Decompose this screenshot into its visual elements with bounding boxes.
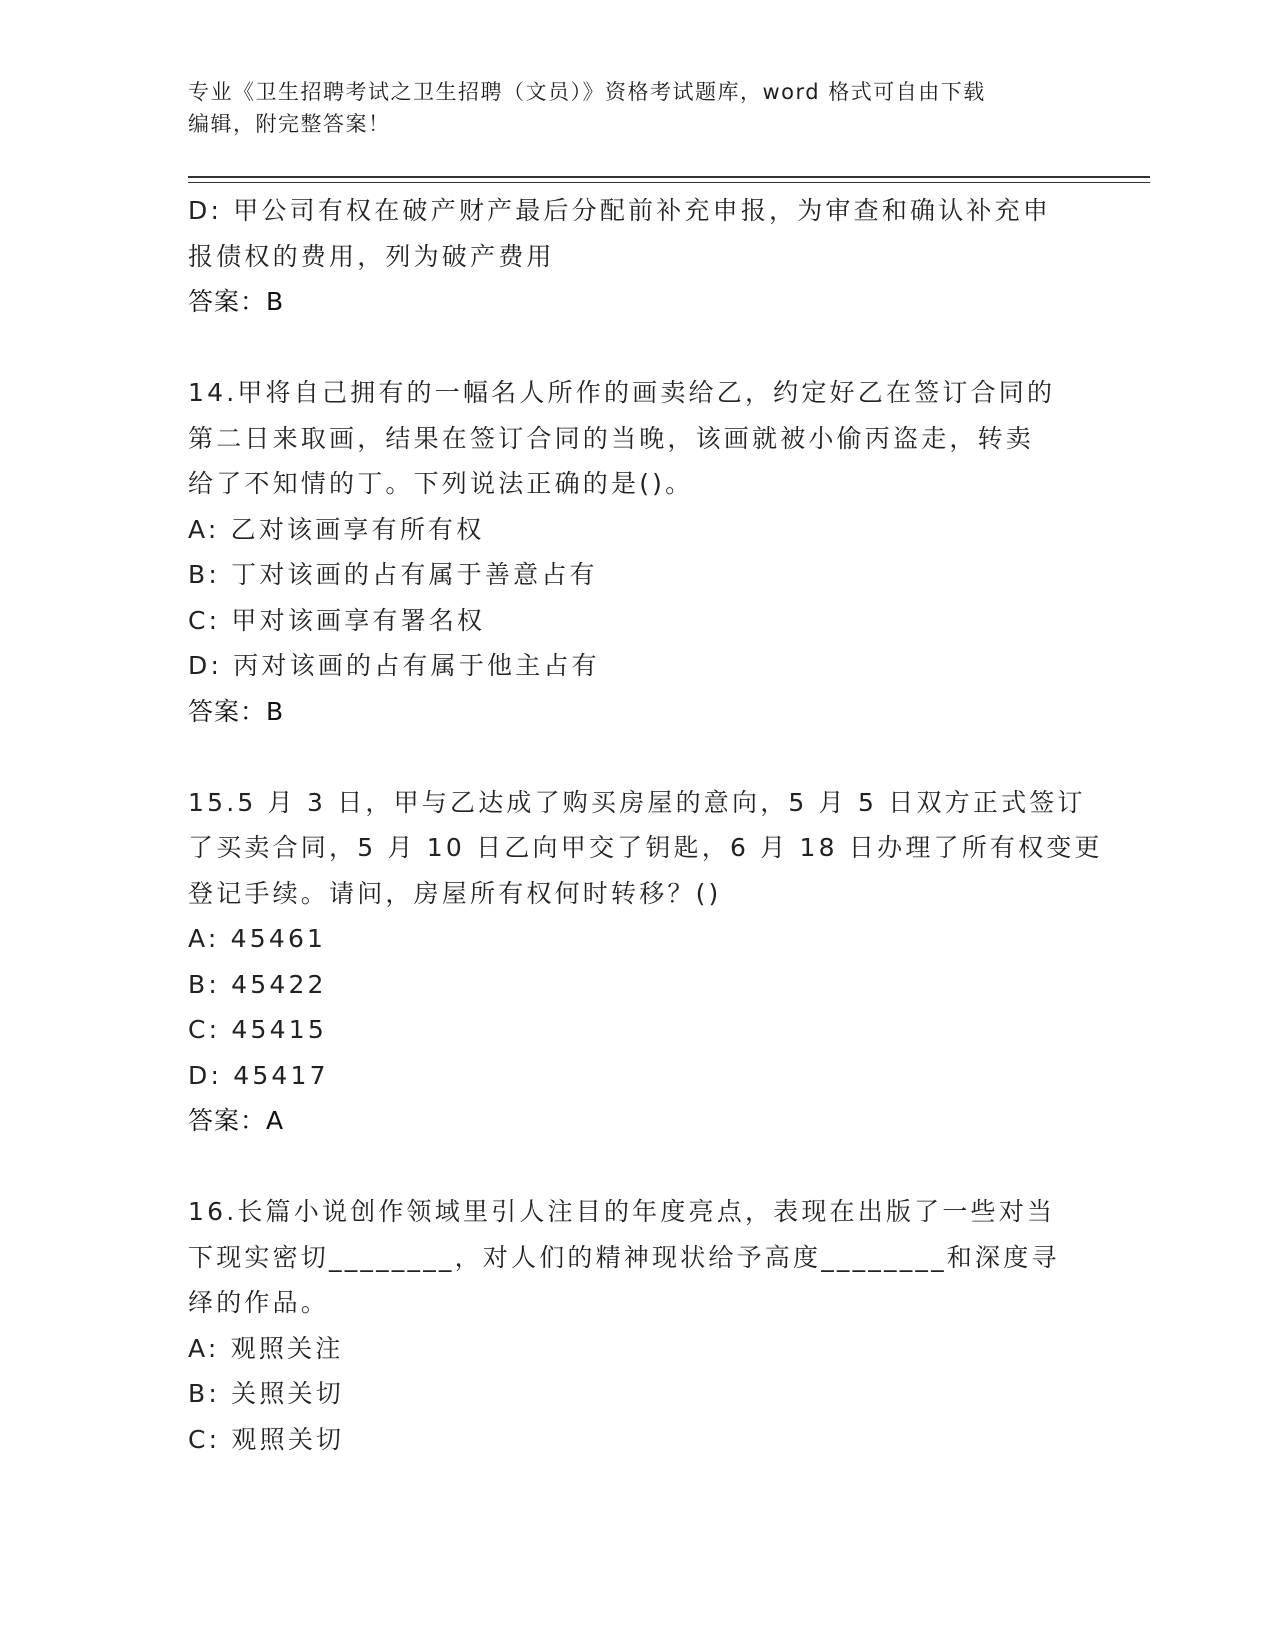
q15-option-d: D: 45417	[188, 1060, 329, 1090]
header-divider-thin	[188, 182, 1150, 183]
q16-stem-line-2: 下现实密切________，对人们的精神现状给予高度________和深度寻	[188, 1242, 1060, 1272]
q13-option-d-line-2: 报债权的费用，列为破产费用	[188, 241, 555, 271]
spacer	[188, 734, 1088, 780]
question-list	[188, 188, 1103, 1462]
q15-stem-line-1: 15.5 月 3 日，甲与乙达成了购买房屋的意向，5 月 5 日双方正式签订	[188, 787, 1086, 817]
q15-stem-line-3: 登记手续。请问，房屋所有权何时转移？()	[188, 878, 722, 908]
q14-option-d: D: 丙对该画的占有属于他主占有	[188, 651, 600, 680]
question-15	[188, 780, 1103, 1144]
header-line-2: 编辑，附完整答案！	[188, 112, 391, 136]
spacer	[188, 325, 1088, 371]
q16-option-b: B: 关照关切	[188, 1379, 344, 1408]
q15-stem-line-2: 了买卖合同，5 月 10 日乙向甲交了钥匙，6 月 18 日办理了所有权变更	[188, 833, 1103, 862]
q14-stem-line-2: 第二日来取画，结果在签订合同的当晚，该画就被小偷丙盗走，转卖	[188, 423, 1035, 453]
q14-answer: 答案：B	[188, 696, 285, 726]
q14-stem-line-1: 14.甲将自己拥有的一幅名人所作的画卖给乙，约定好乙在签订合同的	[188, 378, 1056, 407]
q16-stem-line-1: 16.长篇小说创作领域里引人注目的年度亮点，表现在出版了一些对当	[188, 1197, 1056, 1226]
question-13-tail	[188, 188, 1088, 325]
q14-stem-line-3: 给了不知情的丁。下列说法正确的是()。	[188, 469, 694, 498]
document-header	[188, 76, 1068, 140]
q16-option-c: C: 观照关切	[188, 1424, 345, 1454]
q16-stem-line-3: 绎的作品。	[188, 1288, 330, 1317]
q13-option-d-line-1: D: 甲公司有权在破产财产最后分配前补充申报，为审查和确认补充申	[188, 196, 1052, 225]
question-16	[188, 1189, 1088, 1462]
question-14	[188, 370, 1088, 734]
q14-option-a: A: 乙对该画享有所有权	[188, 514, 485, 544]
q14-option-c: C: 甲对该画享有署名权	[188, 605, 486, 635]
q15-option-a: A: 45461	[188, 924, 327, 953]
q15-option-c: C: 45415	[188, 1015, 327, 1044]
header-line-1: 专业《卫生招聘考试之卫生招聘（文员）》资格考试题库，word 格式可自由下载	[188, 80, 986, 104]
q15-option-b: B: 45422	[188, 969, 327, 999]
header-divider-thick	[188, 176, 1150, 178]
q16-option-a: A: 观照关注	[188, 1333, 344, 1363]
spacer	[188, 1144, 1088, 1190]
q15-answer: 答案：A	[188, 1106, 285, 1135]
q13-answer: 答案：B	[188, 287, 285, 316]
q14-option-b: B: 丁对该画的占有属于善意占有	[188, 560, 598, 589]
